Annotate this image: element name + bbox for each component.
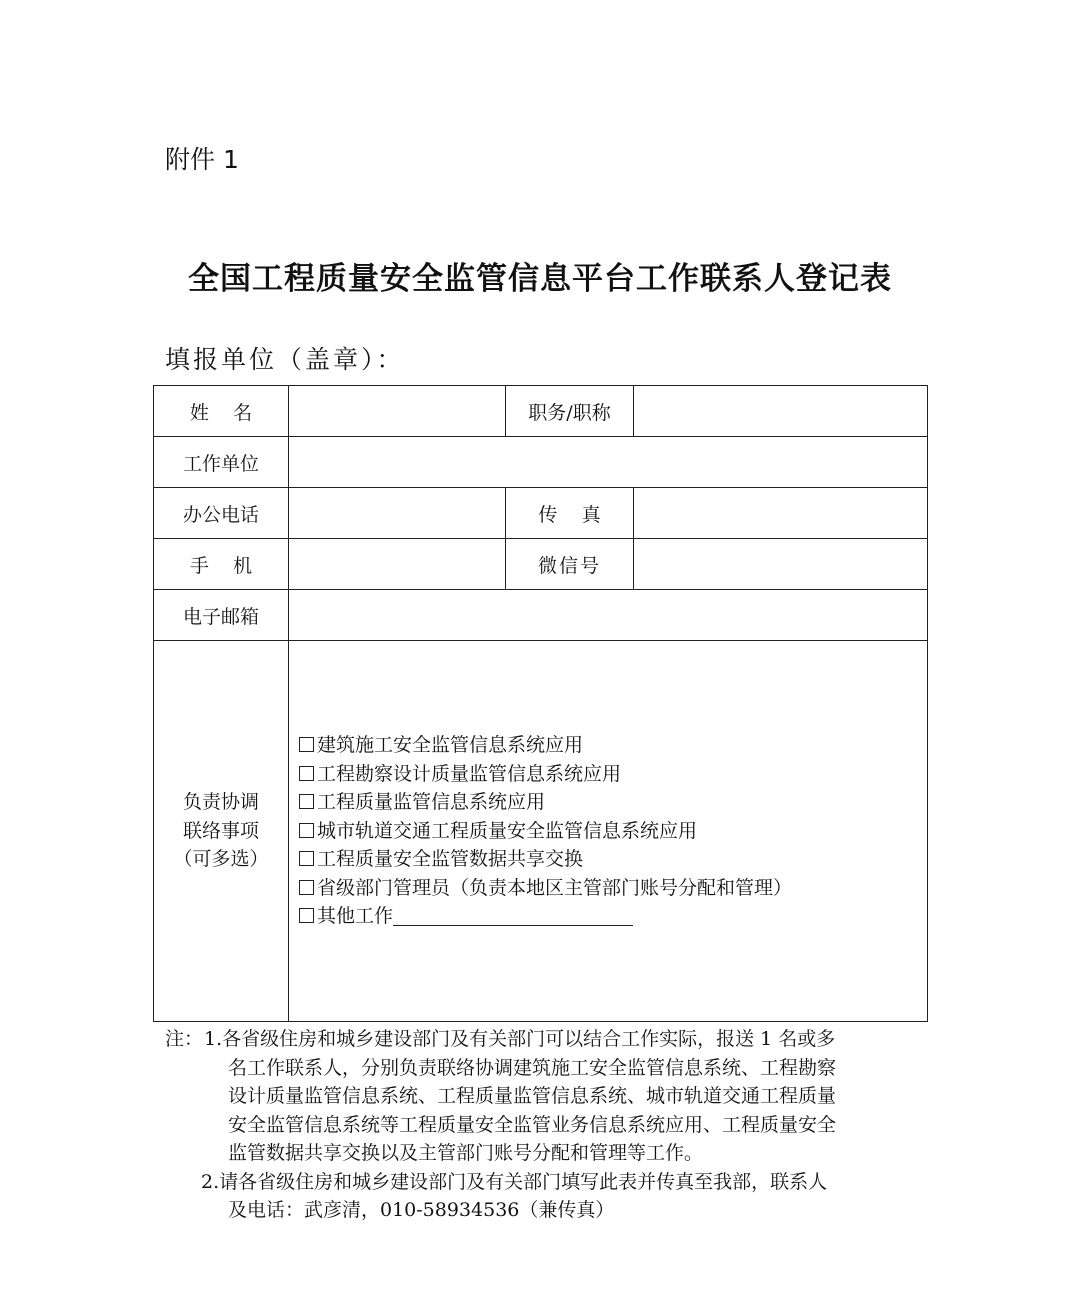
position-label: 职务/职称 <box>506 386 634 437</box>
position-field[interactable] <box>634 386 928 437</box>
reporting-unit-label: 填报单位（盖章）： <box>165 345 405 374</box>
notes-prefix: 注： <box>165 1028 204 1050</box>
duties-row <box>154 641 928 1022</box>
checkbox-icon[interactable] <box>299 880 314 895</box>
attachment-label: 附件 1 <box>165 145 239 174</box>
email-label: 电子邮箱 <box>154 590 289 641</box>
note-1-line: 名工作联系人，分别负责联络协调建筑施工安全监管信息系统、工程勘察 <box>228 1056 837 1079</box>
fax-field[interactable] <box>634 488 928 539</box>
fax-label: 传 真 <box>506 488 634 539</box>
workplace-row <box>154 437 928 488</box>
mobile-field[interactable] <box>289 539 506 590</box>
wechat-field[interactable] <box>634 539 928 590</box>
duty-option-other[interactable]: 其他工作 <box>299 902 927 931</box>
note-1-line: 安全监管信息系统等工程质量安全监管业务信息系统应用、工程质量安全 <box>228 1113 837 1136</box>
other-work-blank-line[interactable] <box>393 905 633 926</box>
contact-registration-table <box>153 385 928 1022</box>
duty-option[interactable]: 城市轨道交通工程质量安全监管信息系统应用 <box>299 817 927 846</box>
duties-options <box>289 641 928 1022</box>
duty-option[interactable]: 工程勘察设计质量监管信息系统应用 <box>299 760 927 789</box>
office-phone-field[interactable] <box>289 488 506 539</box>
notes-section <box>165 1025 925 1225</box>
duty-option[interactable]: 工程质量监管信息系统应用 <box>299 788 927 817</box>
checkbox-icon[interactable] <box>299 851 314 866</box>
phone-row <box>154 488 928 539</box>
email-field[interactable] <box>289 590 928 641</box>
duty-option[interactable]: 省级部门管理员（负责本地区主管部门账号分配和管理） <box>299 874 927 903</box>
name-label: 姓 名 <box>154 386 289 437</box>
mobile-label: 手 机 <box>154 539 289 590</box>
workplace-field[interactable] <box>289 437 928 488</box>
duties-label <box>154 641 289 1022</box>
duties-label-line1: 负责协调 <box>182 791 259 814</box>
note-2-line: 及电话：武彦清，010-58934536（兼传真） <box>228 1199 615 1221</box>
wechat-label: 微信号 <box>506 539 634 590</box>
form-title: 全国工程质量安全监管信息平台工作联系人登记表 <box>188 261 892 297</box>
duty-option[interactable]: 建筑施工安全监管信息系统应用 <box>299 731 927 760</box>
duties-label-line2: 联络事项 <box>182 819 259 842</box>
checkbox-icon[interactable] <box>299 794 314 809</box>
note-1-line: 监管数据共享交换以及主管部门账号分配和管理等工作。 <box>228 1142 704 1164</box>
duty-option[interactable]: 工程质量安全监管数据共享交换 <box>299 845 927 874</box>
mobile-row <box>154 539 928 590</box>
duties-label-line3: （可多选） <box>173 848 269 871</box>
office-phone-label: 办公电话 <box>154 488 289 539</box>
checkbox-icon[interactable] <box>299 737 314 752</box>
name-field[interactable] <box>289 386 506 437</box>
checkbox-icon[interactable] <box>299 766 314 781</box>
email-row <box>154 590 928 641</box>
note-2-line: 2.请各省级住房和城乡建设部门及有关部门填写此表并传真至我部，联系人 <box>201 1170 828 1193</box>
workplace-label: 工作单位 <box>154 437 289 488</box>
name-row <box>154 386 928 437</box>
checkbox-icon[interactable] <box>299 823 314 838</box>
note-1-line: 设计质量监管信息系统、工程质量监管信息系统、城市轨道交通工程质量 <box>228 1085 837 1107</box>
checkbox-icon[interactable] <box>299 908 314 923</box>
note-1-line: 1.各省级住房和城乡建设部门及有关部门可以结合工作实际，报送 1 名或多 <box>204 1028 836 1050</box>
